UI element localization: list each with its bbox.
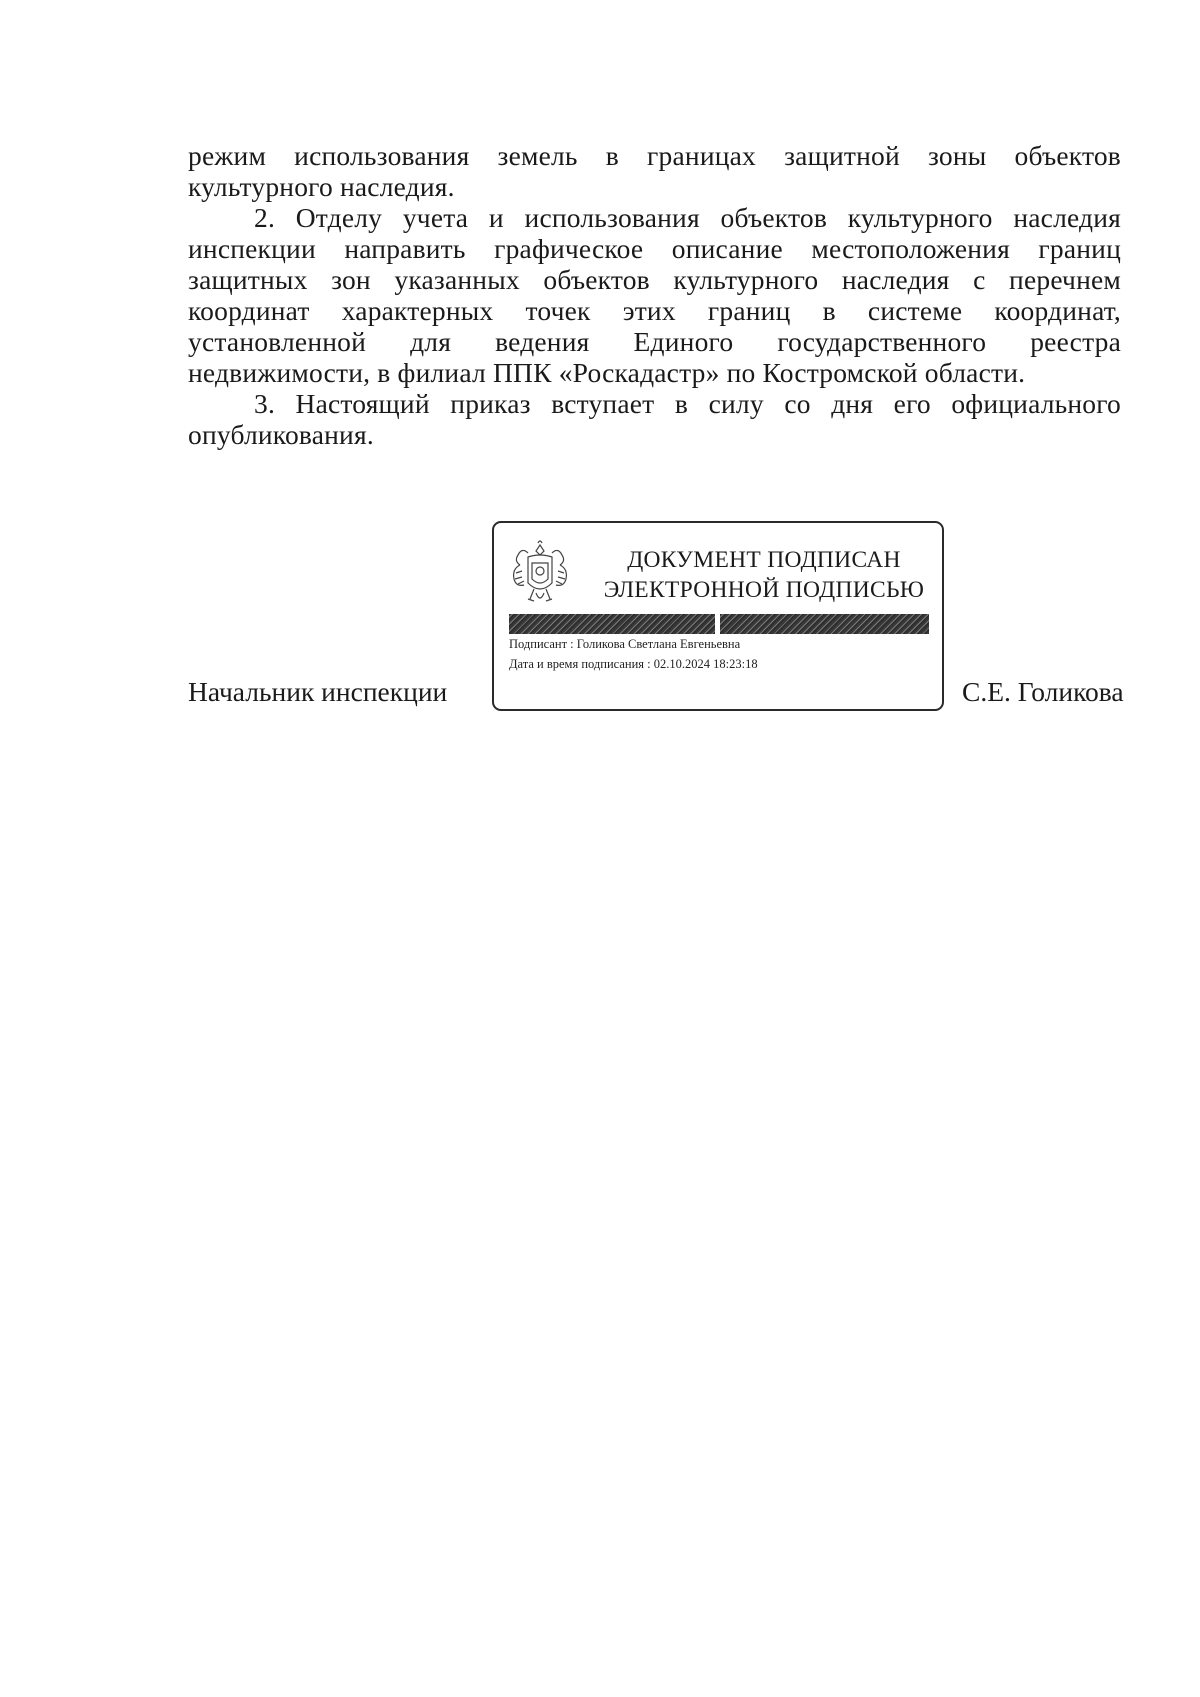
stamp-certificate-bar: [509, 614, 929, 634]
stamp-datetime: Дата и время подписания : 02.10.2024 18:23:18: [509, 657, 758, 671]
stamp-title-line-2: ЭЛЕКТРОННОЙ ПОДПИСЬЮ: [603, 577, 925, 603]
certificate-bar-segment: [509, 614, 715, 634]
paragraph-3: 3. Настоящий приказ вступает в силу со дня его официального опубликования.: [188, 388, 1121, 450]
stamp-title: [594, 545, 934, 605]
certificate-bar-segment: [720, 614, 929, 634]
document-body: [188, 140, 1121, 450]
signer-name: С.Е. Голикова: [962, 676, 1124, 707]
stamp-signer: Подписант : Голикова Светлана Евгеньевна: [509, 637, 741, 651]
stamp-title-line-1: ДОКУМЕНТ ПОДПИСАН: [627, 547, 901, 573]
signer-position: Начальник инспекции: [188, 676, 448, 707]
electronic-signature-stamp: [492, 521, 944, 711]
coat-of-arms-icon: [508, 539, 572, 609]
paragraph-2: 2. Отделу учета и использования объектов культурного наследия инспекции направить графическое описание местоположения границ защитных зон указанных объектов культурного наследия с перечнем координат характерных точек этих границ в системе координат, установленной для ведения Единого государственного реестра недвижимости, в филиал ППК «Роскадастр» по Костромской области.: [188, 202, 1121, 388]
paragraph-1: режим использования земель в границах защитной зоны объектов культурного наследия.: [188, 140, 1121, 202]
